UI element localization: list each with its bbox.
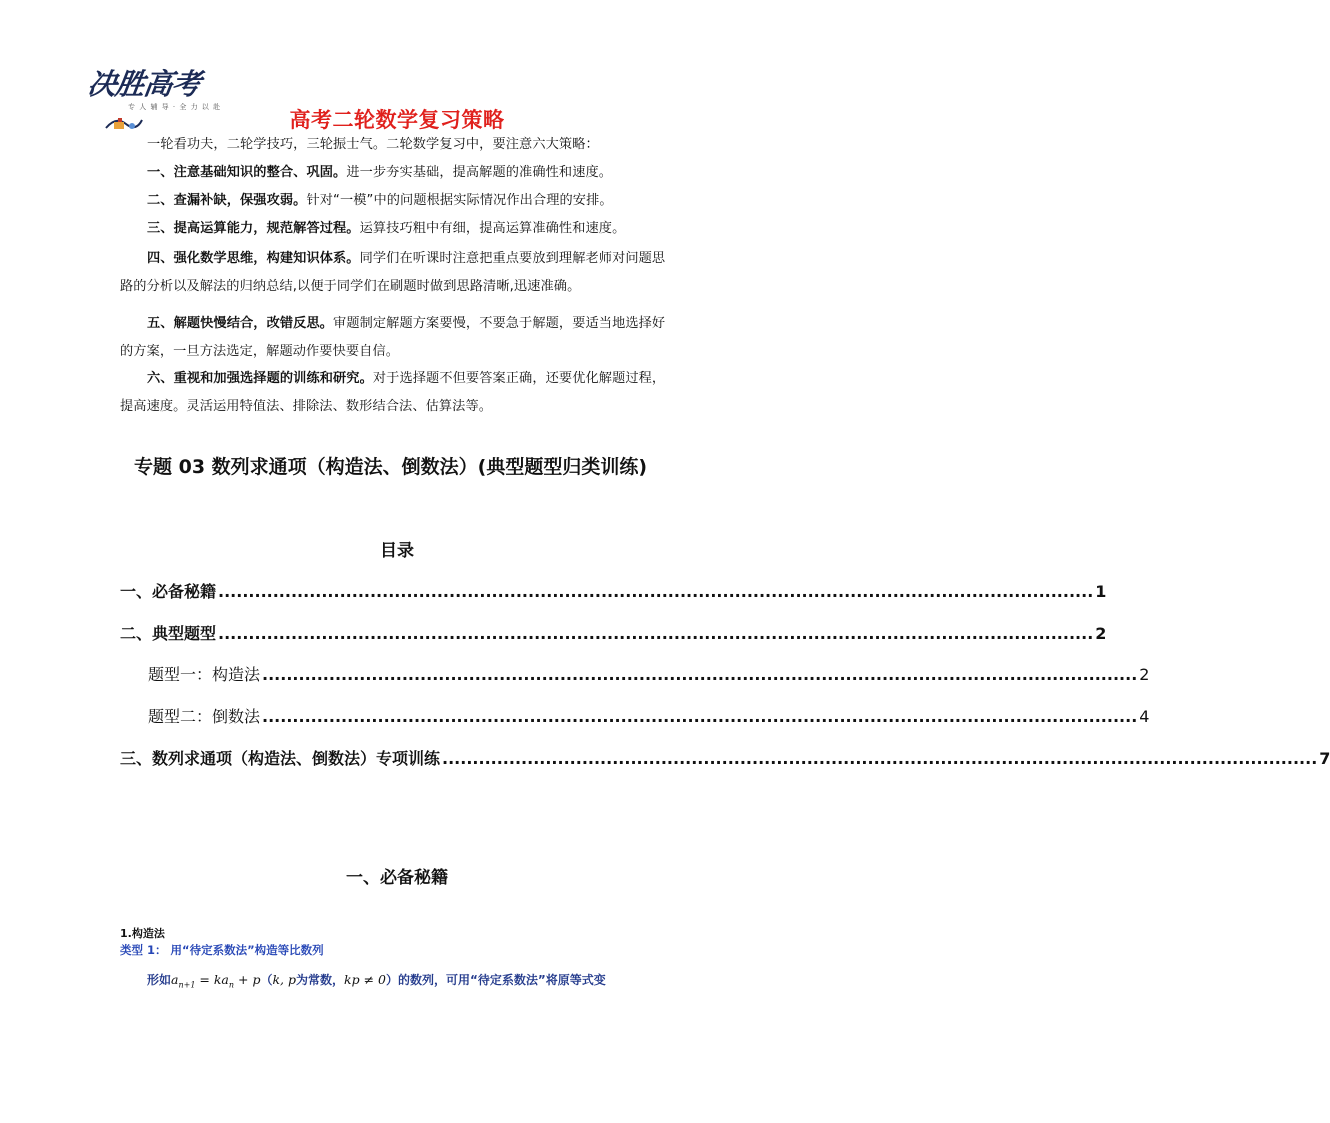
strategy-3-text: 运算技巧粗中有细，提高运算准确性和速度。 bbox=[359, 221, 626, 236]
page-title: 高考二轮数学复习策略 bbox=[289, 108, 505, 132]
formula-cond-text: 为常数， bbox=[296, 973, 345, 987]
formula-suffix: 的数列，可用“待定系数法”将原等式变 bbox=[398, 973, 606, 987]
strategy-3-bold: 三、提高运算能力，规范解答过程。 bbox=[147, 221, 360, 236]
toc-item-label: 题型一：构造法 bbox=[148, 665, 261, 684]
strategy-3 bbox=[120, 217, 676, 241]
toc-item-3[interactable] bbox=[148, 662, 1150, 686]
toc-item-page: 4 bbox=[1139, 707, 1150, 726]
toc-title: 目录 bbox=[380, 541, 414, 561]
strategy-4 bbox=[120, 245, 676, 301]
topic-title: 专题 03 数列求通项（构造法、倒数法）(典型题型归类训练) bbox=[134, 456, 648, 478]
toc-item-2[interactable] bbox=[120, 621, 1107, 645]
formula-cond-open: （ bbox=[260, 973, 273, 987]
toc-leader-dots: ................................................................................................................................................ bbox=[218, 624, 1094, 643]
toc-item-label: 一、必备秘籍 bbox=[120, 582, 217, 601]
toc-item-label: 二、典型题型 bbox=[120, 624, 217, 643]
strategy-2-text: 针对“一模”中的问题根据实际情况作出合理的安排。 bbox=[306, 193, 613, 208]
strategy-2-bold: 二、查漏补缺，保强攻弱。 bbox=[147, 193, 307, 208]
strategy-6-text: 对于选择题不但要答案正确，还要优化解题过程，提高速度。灵活运用特值法、排除法、数形结合法、估算法等。 bbox=[120, 371, 666, 414]
toc-item-page: 2 bbox=[1139, 665, 1150, 684]
strategy-5 bbox=[120, 310, 676, 366]
formula-rhs: + p bbox=[234, 972, 261, 987]
toc-leader-dots: ................................................................................................................................................ bbox=[442, 749, 1318, 768]
intro-paragraph: 一轮看功夫，二轮学技巧，三轮振士气。二轮数学复习中，要注意六大策略： bbox=[147, 137, 599, 152]
formula-mid: = ka bbox=[195, 972, 229, 987]
formula-cond-ineq: kp ≠ 0 bbox=[344, 972, 386, 987]
formula-lhs: a bbox=[171, 972, 179, 987]
formula-cond-vars: k, p bbox=[272, 972, 297, 987]
section-heading: 一、必备秘籍 bbox=[346, 868, 448, 888]
formula-line bbox=[147, 971, 687, 990]
toc-leader-dots: ................................................................................................................................................ bbox=[262, 707, 1138, 726]
toc-leader-dots: ................................................................................................................................................ bbox=[218, 582, 1094, 601]
strategy-6-bold: 六、重视和加强选择题的训练和研究。 bbox=[147, 371, 373, 386]
type-label: 类型 1： 用“待定系数法”构造等比数列 bbox=[120, 943, 324, 957]
strategy-5-bold: 五、解题快慢结合，改错反思。 bbox=[147, 316, 334, 331]
toc-item-page: 2 bbox=[1095, 624, 1107, 643]
logo-subtext: 专 人 辅 导 · 全 力 以 赴 bbox=[128, 103, 222, 111]
sub-heading: 1.构造法 bbox=[120, 927, 165, 940]
strategy-4-bold: 四、强化数学思维，构建知识体系。 bbox=[147, 251, 360, 266]
logo-text: 决胜高考 bbox=[85, 67, 203, 101]
formula-math bbox=[171, 972, 261, 990]
toc-leader-dots: ................................................................................................................................................ bbox=[262, 665, 1138, 684]
toc-item-page: 7 bbox=[1319, 749, 1330, 768]
strategy-2 bbox=[120, 189, 676, 213]
formula-lhs-sub: n+1 bbox=[178, 980, 196, 990]
toc-item-5[interactable] bbox=[120, 746, 1330, 770]
toc-item-label: 三、数列求通项（构造法、倒数法）专项训练 bbox=[120, 749, 441, 768]
toc-item-4[interactable] bbox=[148, 704, 1150, 728]
strategy-1-bold: 一、注意基础知识的整合、巩固。 bbox=[147, 165, 347, 180]
strategy-4-text: 同学们在听课时注意把重点要放到理解老师对问题思路的分析以及解法的归纳总结,以便于同学们在刷题时做到思路清晰,迅速准确。 bbox=[120, 251, 666, 294]
strategy-5-text: 审题制定解题方案要慢，不要急于解题，要适当地选择好的方案，一旦方法选定，解题动作要快要自信。 bbox=[120, 316, 666, 359]
formula-cond-close: ） bbox=[385, 973, 398, 987]
toc-item-page: 1 bbox=[1095, 582, 1107, 601]
formula-prefix: 形如 bbox=[147, 973, 172, 987]
formula-mid-sub: n bbox=[228, 980, 235, 990]
strategy-6 bbox=[120, 365, 676, 421]
strategy-1 bbox=[120, 161, 676, 185]
toc-item-1[interactable] bbox=[120, 579, 1107, 603]
strategy-1-text: 进一步夯实基础，提高解题的准确性和速度。 bbox=[346, 165, 613, 180]
toc-item-label: 题型二：倒数法 bbox=[148, 707, 261, 726]
